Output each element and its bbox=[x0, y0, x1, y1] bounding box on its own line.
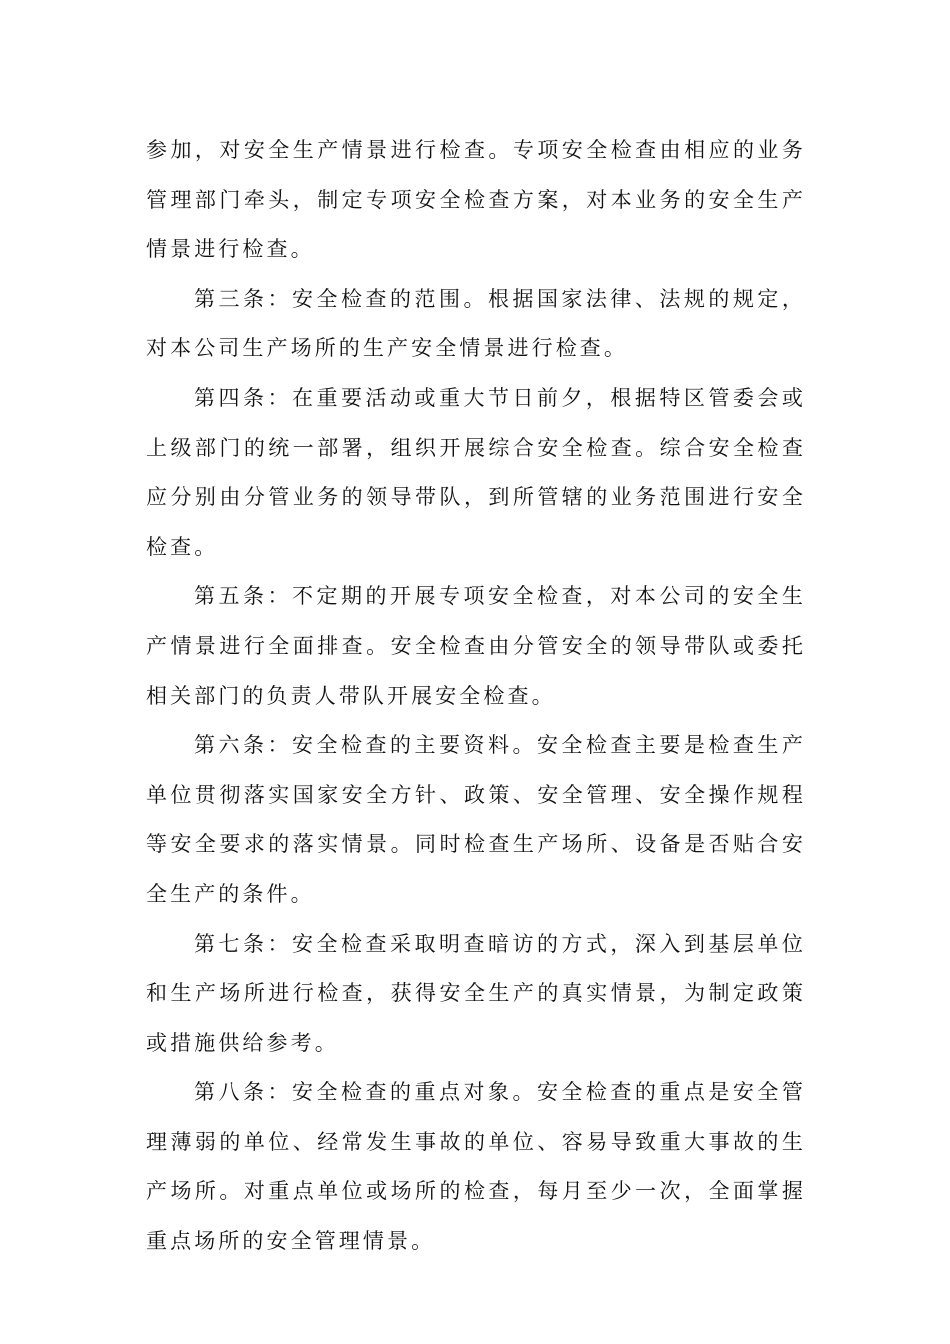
paragraph-article-8: 第八条：安全检查的重点对象。安全检查的重点是安全管理薄弱的单位、经常发生事故的单位、容易导致重大事故的生产场所。对重点单位或场所的检查，每月至少一次，全面掌握重点场所的安全管理情景。 bbox=[146, 1080, 806, 1254]
paragraph-article-4: 第四条：在重要活动或重大节日前夕，根据特区管委会或上级部门的统一部署，组织开展综合安全检查。综合安全检查应分别由分管业务的领导带队，到所管辖的业务范围进行安全检查。 bbox=[146, 385, 806, 559]
paragraph-article-6: 第六条：安全检查的主要资料。安全检查主要是检查生产单位贯彻落实国家安全方针、政策、安全管理、安全操作规程等安全要求的落实情景。同时检查生产场所、设备是否贴合安全生产的条件。 bbox=[146, 733, 806, 906]
document-body bbox=[146, 126, 806, 1267]
paragraph-continuation: 参加，对安全生产情景进行检查。专项安全检查由相应的业务管理部门牵头，制定专项安全检查方案，对本业务的安全生产情景进行检查。 bbox=[146, 138, 806, 262]
paragraph-article-7: 第七条：安全检查采取明查暗访的方式，深入到基层单位和生产场所进行检查，获得安全生产的真实情景，为制定政策或措施供给参考。 bbox=[146, 931, 806, 1055]
paragraph-article-3: 第三条：安全检查的范围。根据国家法律、法规的规定，对本公司生产场所的生产安全情景进行检查。 bbox=[146, 286, 806, 361]
paragraph-article-5: 第五条：不定期的开展专项安全检查，对本公司的安全生产情景进行全面排查。安全检查由分管安全的领导带队或委托相关部门的负责人带队开展安全检查。 bbox=[146, 584, 806, 708]
